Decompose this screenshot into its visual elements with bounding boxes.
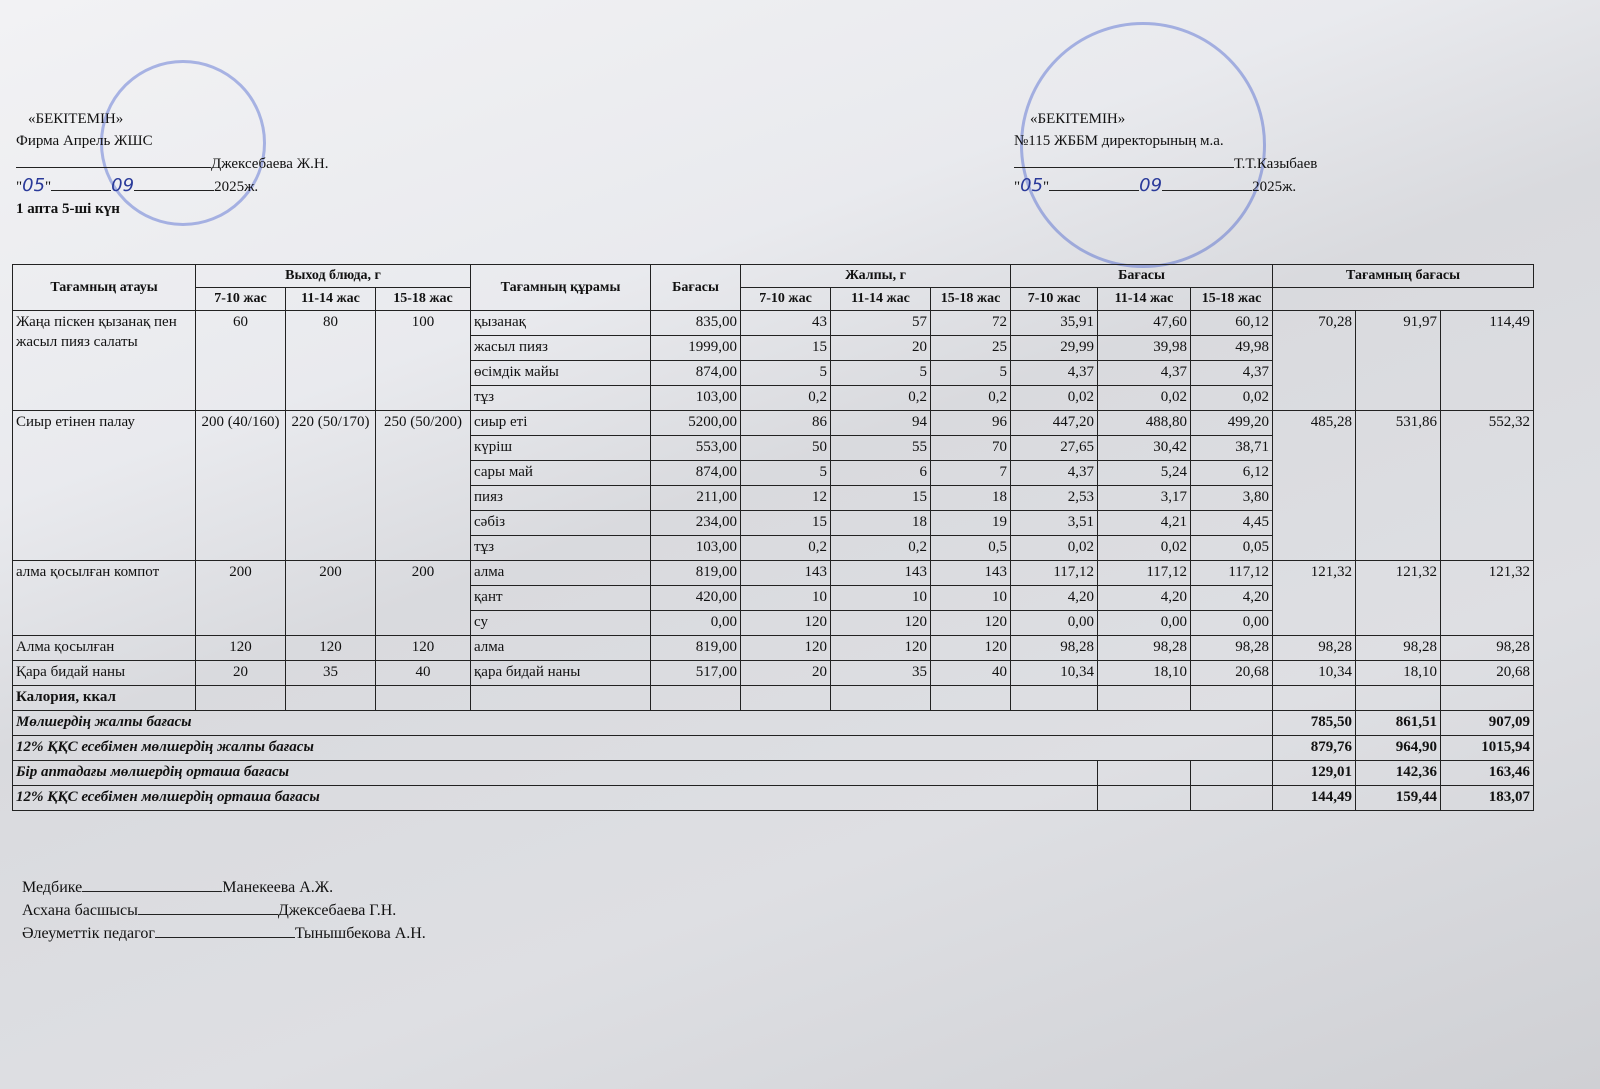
table-row xyxy=(13,636,1534,661)
ingredient-value: 20,68 xyxy=(1191,661,1273,686)
dish-cost: 552,32 xyxy=(1441,411,1534,561)
role: Әлеуметтік педагог xyxy=(22,925,155,942)
signature-row xyxy=(22,922,426,945)
ingredient-value: 96 xyxy=(931,411,1011,436)
ingredient: күріш xyxy=(471,436,651,461)
ingredient-value: 6,12 xyxy=(1191,461,1273,486)
ingredient-value: 35 xyxy=(831,661,931,686)
dish-yield: 120 xyxy=(376,636,471,661)
total-label: Мөлшердің жалпы бағасы xyxy=(13,711,1273,736)
total-value: 159,44 xyxy=(1356,786,1441,811)
dish-cost: 121,32 xyxy=(1356,561,1441,636)
dish-cost: 98,28 xyxy=(1273,636,1356,661)
dish-yield: 120 xyxy=(286,636,376,661)
ingredient-value: 2,53 xyxy=(1011,486,1098,511)
ingredient-value: 0,02 xyxy=(1011,536,1098,561)
ingredient-value: 19 xyxy=(931,511,1011,536)
ingredient-value: 5 xyxy=(931,361,1011,386)
empty-cell xyxy=(741,686,831,711)
col-dish: Тағамның атауы xyxy=(13,265,196,311)
table-row xyxy=(13,661,1534,686)
ingredient-value: 10 xyxy=(931,586,1011,611)
age-header: 7-10 жас xyxy=(741,288,831,311)
total-row xyxy=(13,761,1534,786)
ingredient-value: 29,99 xyxy=(1011,336,1098,361)
ingredient-value: 98,28 xyxy=(1011,636,1098,661)
dish-yield: 40 xyxy=(376,661,471,686)
dish-yield: 200 (40/160) xyxy=(196,411,286,561)
ingredient-value: 874,00 xyxy=(651,461,741,486)
ingredient-value: 874,00 xyxy=(651,361,741,386)
ingredient-value: 0,00 xyxy=(1098,611,1191,636)
dish-cost: 98,28 xyxy=(1441,636,1534,661)
ingredient-value: 553,00 xyxy=(651,436,741,461)
ingredient-value: 488,80 xyxy=(1098,411,1191,436)
ingredient-value: 0,2 xyxy=(741,386,831,411)
ingredient-value: 18,10 xyxy=(1098,661,1191,686)
age-header: 11-14 жас xyxy=(286,288,376,311)
ingredient-value: 4,37 xyxy=(1098,361,1191,386)
ingredient-value: 25 xyxy=(931,336,1011,361)
col-price: Бағасы xyxy=(651,265,741,311)
empty-cell xyxy=(1011,686,1098,711)
ingredient-value: 3,17 xyxy=(1098,486,1191,511)
ingredient-value: 117,12 xyxy=(1011,561,1098,586)
ingredient: тұз xyxy=(471,386,651,411)
total-value: 785,50 xyxy=(1273,711,1356,736)
ingredient-value: 15 xyxy=(831,486,931,511)
ingredient-value: 98,28 xyxy=(1098,636,1191,661)
ingredient-value: 4,20 xyxy=(1098,586,1191,611)
person-name: Манекеева А.Ж. xyxy=(222,879,334,896)
total-row xyxy=(13,711,1534,736)
ingredient-value: 0,00 xyxy=(651,611,741,636)
empty-cell xyxy=(1356,686,1441,711)
ingredient-value: 43 xyxy=(741,311,831,336)
age-header: 15-18 жас xyxy=(376,288,471,311)
ingredient-value: 0,02 xyxy=(1098,386,1191,411)
ingredient-value: 10 xyxy=(741,586,831,611)
table-row xyxy=(13,411,1534,436)
ingredient-value: 211,00 xyxy=(651,486,741,511)
dish-name: Жаңа піскен қызанақ пен жасыл пияз салаты xyxy=(13,311,196,411)
ingredient: алма xyxy=(471,561,651,586)
ingredient: сәбіз xyxy=(471,511,651,536)
ingredient-value: 819,00 xyxy=(651,561,741,586)
ingredient-value: 94 xyxy=(831,411,931,436)
ingredient-value: 10,34 xyxy=(1011,661,1098,686)
ingredient-value: 5200,00 xyxy=(651,411,741,436)
total-label: 12% ҚҚС есебімен мөлшердің орташа бағасы xyxy=(13,786,1098,811)
empty-cell xyxy=(1273,686,1356,711)
ingredient-value: 60,12 xyxy=(1191,311,1273,336)
ingredient-value: 5 xyxy=(831,361,931,386)
ingredient-value: 98,28 xyxy=(1191,636,1273,661)
dish-yield: 200 xyxy=(286,561,376,636)
ingredient-value: 120 xyxy=(741,611,831,636)
empty-cell xyxy=(831,686,931,711)
dish-yield: 35 xyxy=(286,661,376,686)
ingredient-value: 40 xyxy=(931,661,1011,686)
total-value: 142,36 xyxy=(1356,761,1441,786)
ingredient: қызанақ xyxy=(471,311,651,336)
dish-cost: 114,49 xyxy=(1441,311,1534,411)
ingredient-value: 3,51 xyxy=(1011,511,1098,536)
ingredient: қант xyxy=(471,586,651,611)
dish-cost: 121,32 xyxy=(1441,561,1534,636)
total-label: Бір аптадағы мөлшердің орташа бағасы xyxy=(13,761,1098,786)
ingredient-value: 1999,00 xyxy=(651,336,741,361)
ingredient-value: 499,20 xyxy=(1191,411,1273,436)
ingredient-value: 517,00 xyxy=(651,661,741,686)
ingredient: сиыр еті xyxy=(471,411,651,436)
table-row xyxy=(13,561,1534,586)
month: 09 xyxy=(1139,175,1163,196)
ingredient-value: 20 xyxy=(831,336,931,361)
total-value: 129,01 xyxy=(1273,761,1356,786)
empty-cell xyxy=(1191,686,1273,711)
total-value: 861,51 xyxy=(1356,711,1441,736)
ingredient: тұз xyxy=(471,536,651,561)
age-header: 7-10 жас xyxy=(196,288,286,311)
ingredient-value: 0,05 xyxy=(1191,536,1273,561)
empty-cell xyxy=(196,686,286,711)
month: 09 xyxy=(111,175,135,196)
signature-row xyxy=(22,876,426,899)
org-name: Фирма Апрель ЖШС xyxy=(16,133,153,149)
ingredient-value: 5,24 xyxy=(1098,461,1191,486)
dish-name: Қара бидай наны xyxy=(13,661,196,686)
dish-yield: 20 xyxy=(196,661,286,686)
ingredient-value: 0,5 xyxy=(931,536,1011,561)
ingredient-value: 103,00 xyxy=(651,386,741,411)
ingredient-value: 18 xyxy=(831,511,931,536)
table-row xyxy=(13,311,1534,336)
ingredient-value: 47,60 xyxy=(1098,311,1191,336)
ingredient-value: 120 xyxy=(931,611,1011,636)
ingredient-value: 143 xyxy=(831,561,931,586)
dish-yield: 220 (50/170) xyxy=(286,411,376,561)
empty-cell xyxy=(286,686,376,711)
col-yield: Выход блюда, г xyxy=(196,265,471,288)
ingredient: су xyxy=(471,611,651,636)
dish-cost: 91,97 xyxy=(1356,311,1441,411)
dish-name: Сиыр етінен палау xyxy=(13,411,196,561)
col-cost: Бағасы xyxy=(1011,265,1273,288)
signer-name: Т.Т.Казыбаев xyxy=(1234,156,1318,172)
ingredient-value: 50 xyxy=(741,436,831,461)
dish-cost: 10,34 xyxy=(1273,661,1356,686)
ingredient-value: 0,02 xyxy=(1011,386,1098,411)
ingredient-value: 120 xyxy=(931,636,1011,661)
total-value: 1015,94 xyxy=(1441,736,1534,761)
age-header: 11-14 жас xyxy=(831,288,931,311)
dish-cost: 121,32 xyxy=(1273,561,1356,636)
ingredient-value: 117,12 xyxy=(1191,561,1273,586)
ingredient-value: 4,37 xyxy=(1011,361,1098,386)
ingredient-value: 38,71 xyxy=(1191,436,1273,461)
total-value: 144,49 xyxy=(1273,786,1356,811)
empty-cell xyxy=(1191,761,1273,786)
dish-cost: 70,28 xyxy=(1273,311,1356,411)
ingredient-value: 0,02 xyxy=(1191,386,1273,411)
ingredient-value: 18 xyxy=(931,486,1011,511)
calorie-label: Калория, ккал xyxy=(13,686,196,711)
ingredient: қара бидай наны xyxy=(471,661,651,686)
ingredient-value: 103,00 xyxy=(651,536,741,561)
total-value: 183,07 xyxy=(1441,786,1534,811)
signature-line xyxy=(138,899,278,915)
ingredient-value: 120 xyxy=(741,636,831,661)
ingredient-value: 30,42 xyxy=(1098,436,1191,461)
ingredient-value: 120 xyxy=(831,636,931,661)
signature-line xyxy=(82,876,222,892)
ingredient-value: 143 xyxy=(931,561,1011,586)
ingredient-value: 3,80 xyxy=(1191,486,1273,511)
ingredient-value: 0,2 xyxy=(741,536,831,561)
approve-title: «БЕКІТЕМІН» xyxy=(1030,111,1126,127)
ingredient-value: 0,2 xyxy=(831,536,931,561)
ingredient-value: 4,20 xyxy=(1191,586,1273,611)
role: Медбике xyxy=(22,879,83,896)
dish-yield: 80 xyxy=(286,311,376,411)
col-composition: Тағамның құрамы xyxy=(471,265,651,311)
ingredient-value: 55 xyxy=(831,436,931,461)
org-name: №115 ЖББМ директорының м.а. xyxy=(1014,133,1224,149)
ingredient-value: 72 xyxy=(931,311,1011,336)
person-name: Тынышбекова А.Н. xyxy=(294,925,426,942)
ingredient-value: 35,91 xyxy=(1011,311,1098,336)
signer-name: Джексебаева Ж.Н. xyxy=(211,156,329,172)
ingredient-value: 0,00 xyxy=(1191,611,1273,636)
total-value: 163,46 xyxy=(1441,761,1534,786)
ingredient-value: 20 xyxy=(741,661,831,686)
ingredient-value: 0,2 xyxy=(831,386,931,411)
empty-cell xyxy=(376,686,471,711)
total-value: 907,09 xyxy=(1441,711,1534,736)
empty-cell xyxy=(1098,786,1191,811)
year: 2025ж. xyxy=(1252,179,1297,195)
total-value: 964,90 xyxy=(1356,736,1441,761)
empty-cell xyxy=(1098,686,1191,711)
col-total-g: Жалпы, г xyxy=(741,265,1011,288)
ingredient-value: 7 xyxy=(931,461,1011,486)
ingredient-value: 835,00 xyxy=(651,311,741,336)
dish-cost: 531,86 xyxy=(1356,411,1441,561)
ingredient-value: 6 xyxy=(831,461,931,486)
total-label: 12% ҚҚС есебімен мөлшердің жалпы бағасы xyxy=(13,736,1273,761)
ingredient: пияз xyxy=(471,486,651,511)
day: 05 xyxy=(22,175,46,196)
ingredient-value: 15 xyxy=(741,336,831,361)
ingredient-value: 0,00 xyxy=(1011,611,1098,636)
ingredient-value: 120 xyxy=(831,611,931,636)
day: 05 xyxy=(1020,175,1044,196)
dish-yield: 100 xyxy=(376,311,471,411)
dish-yield: 200 xyxy=(376,561,471,636)
signatures xyxy=(22,876,426,945)
age-header: 7-10 жас xyxy=(1011,288,1098,311)
ingredient-value: 70 xyxy=(931,436,1011,461)
signature-line xyxy=(16,152,211,168)
col-dish-cost: Тағамның бағасы xyxy=(1273,265,1534,288)
ingredient: сары май xyxy=(471,461,651,486)
role: Асхана басшысы xyxy=(22,902,138,919)
ingredient-value: 819,00 xyxy=(651,636,741,661)
left-approval: «БЕКІТЕМІН» Фирма Апрель ЖШС Джексебаева Ж.Н. "05" 09 2025ж. 1 апта 5-ші күн xyxy=(28,108,328,220)
ingredient: алма xyxy=(471,636,651,661)
dish-cost: 18,10 xyxy=(1356,661,1441,686)
empty-cell xyxy=(1191,786,1273,811)
ingredient-value: 4,20 xyxy=(1011,586,1098,611)
total-row xyxy=(13,736,1534,761)
ingredient: өсімдік майы xyxy=(471,361,651,386)
ingredient-value: 5 xyxy=(741,361,831,386)
signature-line xyxy=(1014,152,1234,168)
dish-name: Алма қосылған xyxy=(13,636,196,661)
ingredient-value: 420,00 xyxy=(651,586,741,611)
signature-row xyxy=(22,899,426,922)
person-name: Джексебаева Г.Н. xyxy=(277,902,397,919)
ingredient-value: 4,45 xyxy=(1191,511,1273,536)
ingredient-value: 0,2 xyxy=(931,386,1011,411)
empty-cell xyxy=(471,686,651,711)
empty-cell xyxy=(651,686,741,711)
menu-table xyxy=(12,264,1534,811)
ingredient-value: 86 xyxy=(741,411,831,436)
dish-yield: 120 xyxy=(196,636,286,661)
dish-cost: 485,28 xyxy=(1273,411,1356,561)
dish-yield: 60 xyxy=(196,311,286,411)
ingredient-value: 49,98 xyxy=(1191,336,1273,361)
ingredient-value: 0,02 xyxy=(1098,536,1191,561)
ingredient-value: 4,37 xyxy=(1191,361,1273,386)
year: 2025ж. xyxy=(214,179,259,195)
age-header: 11-14 жас xyxy=(1098,288,1191,311)
ingredient-value: 15 xyxy=(741,511,831,536)
ingredient-value: 27,65 xyxy=(1011,436,1098,461)
empty-cell xyxy=(1098,761,1191,786)
total-row xyxy=(13,786,1534,811)
ingredient-value: 4,21 xyxy=(1098,511,1191,536)
age-header: 15-18 жас xyxy=(931,288,1011,311)
ingredient-value: 12 xyxy=(741,486,831,511)
ingredient-value: 117,12 xyxy=(1098,561,1191,586)
dish-cost: 98,28 xyxy=(1356,636,1441,661)
ingredient: жасыл пияз xyxy=(471,336,651,361)
approve-title: «БЕКІТЕМІН» xyxy=(28,111,124,127)
dish-name: алма қосылған компот xyxy=(13,561,196,636)
dish-yield: 200 xyxy=(196,561,286,636)
ingredient-value: 234,00 xyxy=(651,511,741,536)
week-day: 1 апта 5-ші күн xyxy=(16,201,120,217)
empty-cell xyxy=(1441,686,1534,711)
dish-cost: 20,68 xyxy=(1441,661,1534,686)
signature-line xyxy=(155,922,295,938)
ingredient-value: 447,20 xyxy=(1011,411,1098,436)
ingredient-value: 4,37 xyxy=(1011,461,1098,486)
ingredient-value: 39,98 xyxy=(1098,336,1191,361)
ingredient-value: 5 xyxy=(741,461,831,486)
ingredient-value: 57 xyxy=(831,311,931,336)
ingredient-value: 143 xyxy=(741,561,831,586)
empty-cell xyxy=(931,686,1011,711)
total-value: 879,76 xyxy=(1273,736,1356,761)
dish-yield: 250 (50/200) xyxy=(376,411,471,561)
right-approval: «БЕКІТЕМІН» №115 ЖББМ директорының м.а. Т.Т.Казыбаев "05" 09 2025ж. xyxy=(1030,108,1317,198)
calorie-row xyxy=(13,686,1534,711)
age-header: 15-18 жас xyxy=(1191,288,1273,311)
ingredient-value: 10 xyxy=(831,586,931,611)
